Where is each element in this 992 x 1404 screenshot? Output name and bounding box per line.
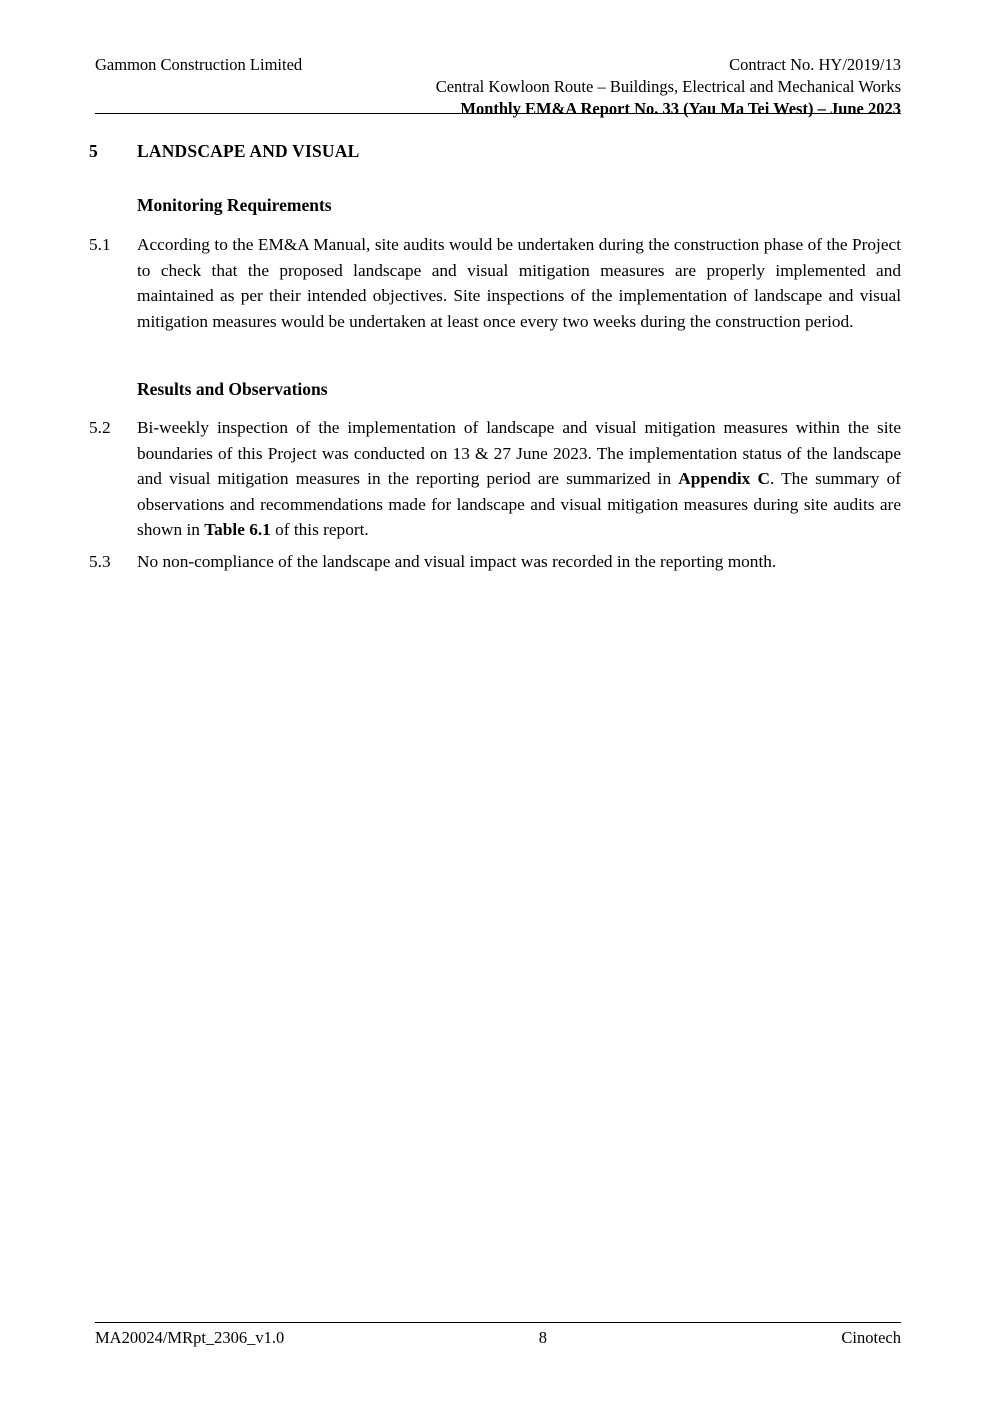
section-title: LANDSCAPE AND VISUAL [137, 141, 360, 161]
header-project-title: Central Kowloon Route – Buildings, Electrical and Mechanical Works [435, 76, 901, 96]
header-divider-rule [95, 113, 901, 114]
header-row-company-contract [95, 54, 901, 76]
paragraph-number-5-1: 5.1 [89, 235, 111, 254]
header-report-title: Monthly EM&A Report No. 33 (Yau Ma Tei West) – June 2023 [460, 98, 901, 118]
paragraph-5-3 [89, 549, 901, 575]
paragraph-5-2-segment-2: . The summary of observations and recommendations made for landscape and visual mitigation measures during site audits are shown in [137, 469, 901, 540]
paragraph-5-2 [89, 415, 901, 543]
subheading-monitoring-requirements: Monitoring Requirements [137, 195, 332, 215]
paragraph-5-1 [89, 232, 901, 334]
section-heading-landscape-and-visual [89, 141, 901, 162]
paragraph-number-5-2: 5.2 [89, 418, 111, 437]
paragraph-5-2-segment-3: of this report. [270, 520, 369, 540]
paragraph-5-2-bold-table-6-1: Table 6.1 [204, 520, 271, 540]
paragraph-text-5-3: No non-compliance of the landscape and visual impact was recorded in the reporting month. [137, 552, 777, 571]
footer-document-code: MA20024/MRpt_2306_v1.0 [95, 1328, 285, 1347]
page-footer [95, 1328, 901, 1348]
header-contract-number: Contract No. HY/2019/13 [729, 55, 901, 74]
paragraph-5-2-bold-appendix-c: Appendix C [678, 469, 770, 489]
paragraph-number-5-3: 5.3 [89, 552, 111, 571]
header-company-name: Gammon Construction Limited [95, 55, 303, 74]
paragraph-5-2-segment-1: Bi-weekly inspection of the implementation of landscape and visual mitigation measures within the site boundaries of this Project was conducted on 13 & 27 June 2023. The implementation status of the landscape and visual mitigation measures in the reporting period are summarized in [137, 418, 901, 489]
page-header [95, 54, 901, 121]
paragraph-text-5-1: According to the EM&A Manual, site audits would be undertaken during the construction phase of the Project to check that the proposed landscape and visual mitigation measures are properly implemented and maintained as per their intended objectives. Site inspections of the implementation of landscape and visual mitigation measures would be undertaken at least once every two weeks during the construction period. [137, 235, 901, 331]
footer-page-number: 8 [538, 1328, 547, 1347]
footer-consultant-name: Cinotech [841, 1328, 901, 1347]
paragraph-text-5-2 [137, 415, 901, 543]
footer-divider-rule [95, 1322, 901, 1323]
subheading-results-and-observations: Results and Observations [137, 379, 328, 399]
section-number: 5 [89, 141, 98, 161]
